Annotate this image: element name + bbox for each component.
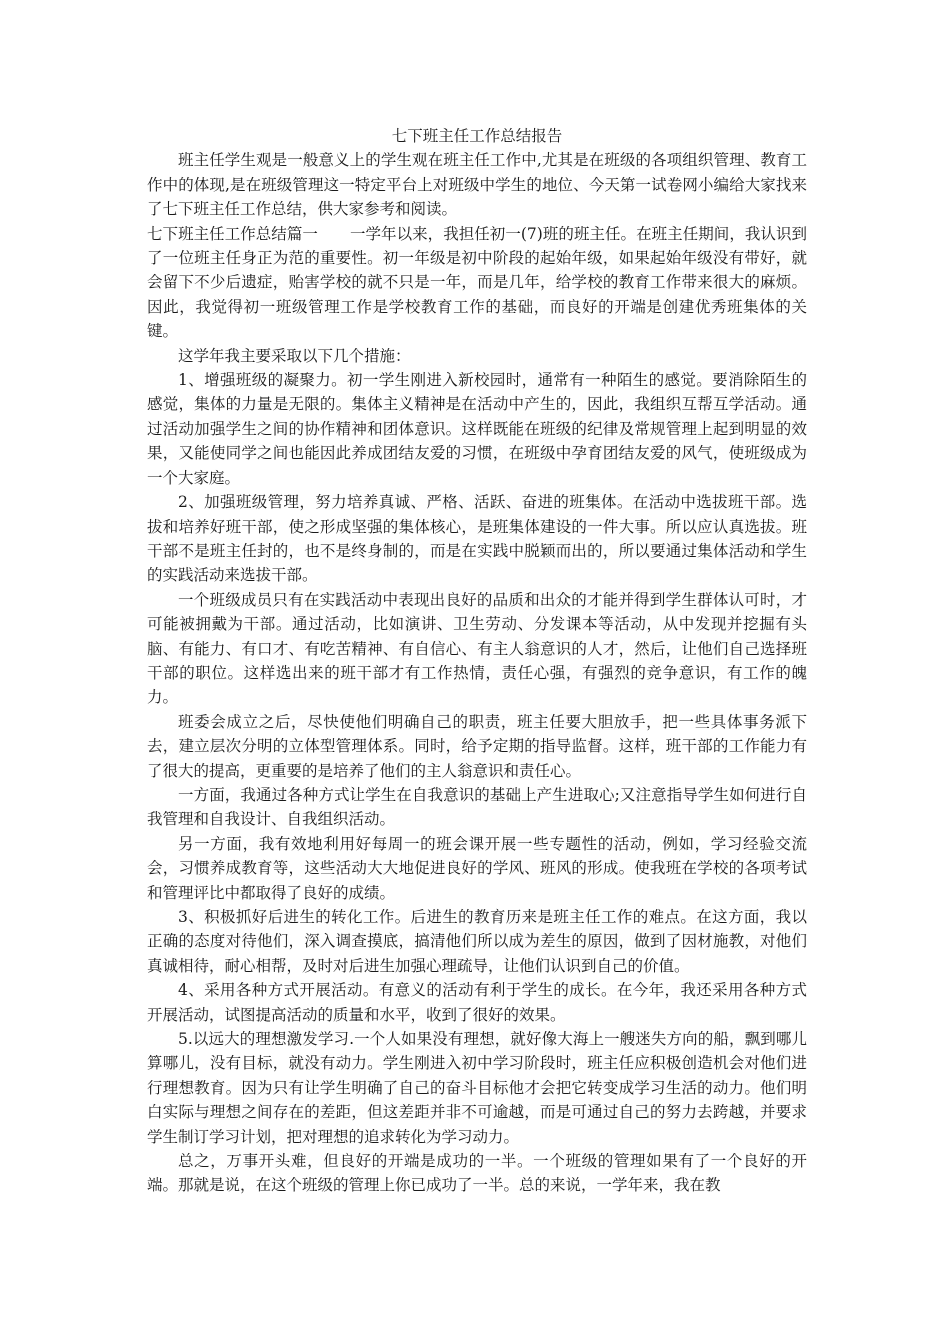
body-paragraph: 这学年我主要采取以下几个措施： — [178, 346, 411, 365]
body-paragraph: 一方面，我通过各种方式让学生在自我意识的基础上产生进取心;又注意指导学生如何进行自我管理和自我设计、自我组织活动。 — [147, 785, 807, 829]
body-paragraph: 总之，万事开头难，但良好的开端是成功的一半。一个班级的管理如果有了一个良好的开端。那就是说，在这个班级的管理上你已成功了一半。总的来说，一学年来，我在教 — [147, 1152, 807, 1195]
intro-paragraph: 班主任学生观是一般意义上的学生观在班主任工作中,尤其是在班级的各项组织管理、教育工作中的体现,是在班级管理这一特定平台上对班级中学生的地位、今天第一试卷网小编给大家找来了七下班主任工作总结，供大家参考和阅读。 — [147, 151, 807, 219]
body-paragraph: 另一方面，我有效地利用好每周一的班会课开展一些专题性的活动，例如，学习经验交流会，习惯养成教育等，这些活动大大地促进良好的学风、班风的形成。使我班在学校的各项考试和管理评比中都取得了良好的成绩。 — [147, 834, 807, 902]
section-first-paragraph — [147, 222, 807, 344]
body-paragraph: 5.以远大的理想激发学习.一个人如果没有理想，就好像大海上一艘迷失方向的船，飘到哪儿算哪儿，没有目标，就没有动力。学生刚进入初中学习阶段时，班主任应积极创造机会对他们进行理想教育。因为只有让学生明确了自己的奋斗目标他才会把它转变成学习生活的动力。他们明白实际与理想之间存在的差距，但这差距并非不可逾越，而是可通过自己的努力去跨越，并要求学生制订学习计划，把对理想的追求转化为学习动力。 — [147, 1030, 807, 1146]
body-paragraph: 4、采用各种方式开展活动。有意义的活动有利于学生的成长。在今年，我还采用各种方式开展活动，试图提高活动的质量和水平，收到了很好的效果。 — [147, 981, 807, 1024]
document-title: 七下班主任工作总结报告 — [391, 127, 563, 145]
body-paragraph: 1、增强班级的凝聚力。初一学生刚进入新校园时，通常有一种陌生的感觉。要消除陌生的感觉，集体的力量是无限的。集体主义精神是在活动中产生的，因此，我组织互帮互学活动。通过活动加强学生之间的协作精神和团体意识。这样既能在班级的纪律及常规管理上起到明显的效果，又能使同学之间也能因此养成团结友爱的习惯，在班级中孕育团结友爱的风气，使班级成为一个大家庭。 — [147, 371, 807, 487]
body-paragraph: 3、积极抓好后进生的转化工作。后进生的教育历来是班主任工作的难点。在这方面，我以正确的态度对待他们，深入调查摸底，搞清他们所以成为差生的原因，做到了因材施教，对他们真诚相待，耐心相帮，及时对后进生加强心理疏导，让他们认识到自己的价值。 — [147, 908, 807, 975]
body-paragraph: 班委会成立之后，尽快使他们明确自己的职责，班主任要大胆放手，把一些具体事务派下去，建立层次分明的立体型管理体系。同时，给予定期的指导监督。这样，班干部的工作能力有了很大的提高，更重要的是培养了他们的主人翁意识和责任心。 — [147, 712, 807, 780]
section-heading: 七下班主任工作总结篇一 — [147, 224, 318, 243]
document-page — [147, 124, 807, 1198]
section-first-text: 一学年以来，我担任初一(7)班的班主任。在班主任期间，我认识到了一位班主任身正为范的重要性。初一年级是初中阶段的起始年级，如果起始年级没有带好，就会留下不少后遗症，贻害学校的就不只是一年，而是几年，给学校的教育工作带来很大的麻烦。因此，我觉得初一班级管理工作是学校教育工作的基础，而良好的开端是创建优秀班集体的关键。 — [147, 224, 807, 341]
body-paragraph: 一个班级成员只有在实践活动中表现出良好的品质和出众的才能并得到学生群体认可时，才可能被拥戴为干部。通过活动，比如演讲、卫生劳动、分发课本等活动，从中发现并挖掘有头脑、有能力、有口才、有吃苦精神、有自信心、有主人翁意识的人才，然后，让他们自己选择班干部的职位。这样选出来的班干部才有工作热情，责任心强，有强烈的竞争意识，有工作的魄力。 — [147, 590, 807, 707]
body-paragraph: 2、加强班级管理，努力培养真诚、严格、活跃、奋进的班集体。在活动中选拔班干部。选拔和培养好班干部，使之形成坚强的集体核心，是班集体建设的一件大事。所以应认真选拔。班干部不是班主任封的，也不是终身制的，而是在实践中脱颖而出的，所以要通过集体活动和学生的实践活动来选拔干部。 — [147, 493, 807, 585]
